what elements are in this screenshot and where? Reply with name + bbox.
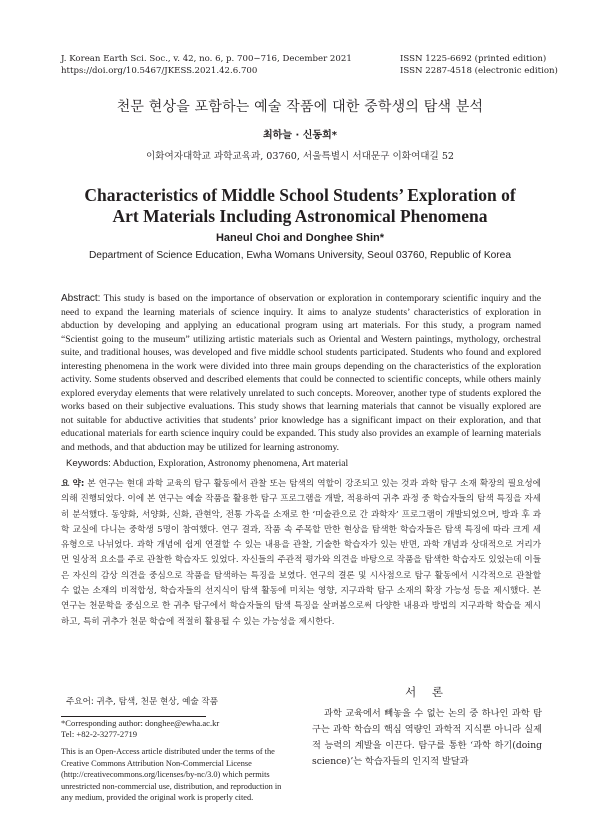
keywords: [66, 458, 348, 469]
footnote-divider: [61, 716, 206, 717]
abstract-label: Abstract:: [61, 293, 101, 304]
issn-print: ISSN 1225-6692 (printed edition): [400, 54, 547, 64]
keywords-text: Abduction, Exploration, Astronomy phenomena, Art material: [110, 458, 349, 469]
corresponding-email[interactable]: *Corresponding author: donghee@ewha.ac.kr: [61, 718, 220, 728]
english-title: [0, 185, 600, 227]
abstract-text: This study is based on the importance of observation or exploration in contemporary scientific inquiry and the need to expand the learning materials of science inquiry. It aims to analyze students’ characteristics of exploration in abduction by developing and applying an educational program using art materials. For this study, a program named “Scientist going to the museum” utilizing artistic materials such as Oriental and Western paintings, mythology, orchestral suite, and traditional houses, was developed and five middle school students participated. Students who found and explored interesting phenomena in the work were divided into three main groups depending on the characteristics of the exploration activity. Some students observed and described elements that could be connected to scientific concepts, while others mainly explored everyday elements that were relatively unrelated to such concepts. Moreover, another type of students explored the works based on their subjective evaluations. This study shows that learning materials that cannot be visually explored are not suitable for abductive activities that students’ prior knowledge has a significant impact on their exploration, and that educational materials for earth science inquiry could be expanded. This study also provides an example of learning materials and methods, and that abduction may be utilized for learning astronomy.: [61, 293, 541, 453]
issn-electronic: ISSN 2287-4518 (electronic edition): [400, 65, 558, 76]
summary-label: 요 약:: [61, 479, 85, 489]
korean-keywords-label: 주요어:: [66, 697, 94, 707]
summary-text: 본 연구는 현대 과학 교육의 탐구 활동에서 관찰 또는 탐색의 역할이 강조되고 있는 것과 과학 탐구 소재 확장의 필요성에 의해 진행되었다. 이에 본 연구는 예술 작품을 활용한 탐구 프로그램을 개발, 적용하여 귀추 과정 중 학습자들의 탐색 특징을 자세히 분석했다. 동양화, 서양화, 신화, 관현악, 전통 가옥을 소재로 한 ‘미술관으로 간 과학자’ 프로그램이 개발되었으며, 방과 후 과학 교실에 다니는 중학생 5명이 참여했다. 연구 결과, 작품 속 주목할 만한 현상을 탐색한 학습자들은 탐색 특징에 따라 크게 세 유형으로 나뉘었다. 과학 개념에 쉽게 연결할 수 있는 내용을 관찰, 기술한 학습자가 있는 반면, 과학 개념과 상대적으로 거리가 먼 일상적 요소를 주로 관찰한 학습자도 있었다. 자신들의 주관적 평가와 의견을 바탕으로 작품을 탐색한 학습자도 있었는데 이들은 자신의 감상 의견을 중심으로 작품을 탐색하는 특징을 보였다. 연구의 결론 및 시사점으로 탐구 활동에서 시각적으로 관찰할 수 없는 소재의 비적합성, 학습자들의 선지식이 탐색 활동에 미치는 영향, 지구과학 탐구 소재의 확장 가능성 등을 제시했다. 본 연구는 천문학을 중심으로 한 귀추 탐구에서 학습자들의 탐색 특징을 살펴봄으로써 다양한 내용과 방법의 지구과학 학습을 제시하고, 특히 귀추가 천문 학습에 적절히 활용될 수 있는 가능성을 제시한다.: [61, 479, 541, 627]
korean-summary: [61, 477, 541, 630]
korean-authors: 최하늘 · 신동희*: [263, 130, 337, 141]
english-title-line-1: Characteristics of Middle School Students’ Exploration of: [84, 185, 516, 205]
korean-keywords-text: 귀추, 탐색, 천문 현상, 예술 작품: [93, 697, 219, 707]
english-affiliation: Department of Science Education, Ewha Womans University, Seoul 03760, Republic of Korea: [88, 250, 512, 261]
introduction-paragraph: 과학 교육에서 빼놓을 수 없는 논의 중 하나인 과학 탐구는 과학 학습의 핵심 역량인 과학적 지식뿐 아니라 실제적 능력의 계발을 이끈다. 탐구를 통한 ‘과학 하기(doing science)’는 학습자들의 인지적 발달과: [312, 708, 542, 767]
section-title-introduction: 서 론: [405, 685, 449, 699]
english-title-line-2: Art Materials Including Astronomical Phenomena: [112, 206, 488, 226]
doi-line[interactable]: https://doi.org/10.5467/JKESS.2021.42.6.700: [61, 65, 258, 76]
corresponding-author: [61, 718, 219, 740]
keywords-label: Keywords:: [66, 458, 111, 469]
corresponding-tel: Tel: +82-2-3277-2719: [61, 729, 138, 740]
license-notice: This is an Open-Access article distributed under the terms of the Creative Commons Attribution Non-Commercial License (http://creativecommons.org/licenses/by-nc/3.0) which permits unrestricted non-commercial use, distribution, and reproduction in any medium, provided the original work is properly cited.: [61, 747, 282, 803]
english-authors: Haneul Choi and Donghee Shin*: [215, 232, 385, 244]
korean-keywords: [66, 695, 218, 707]
issn-block: [400, 54, 558, 77]
abstract: [61, 292, 541, 454]
korean-affiliation: 이화여자대학교 과학교육과, 03760, 서울특별시 서대문구 이화여대길 52: [145, 151, 455, 162]
korean-title: 천문 현상을 포함하는 예술 작품에 대한 중학생의 탐색 분석: [116, 99, 484, 115]
journal-citation: [61, 54, 352, 77]
journal-line: J. Korean Earth Sci. Soc., v. 42, no. 6, p. 700−716, December 2021: [61, 54, 352, 64]
